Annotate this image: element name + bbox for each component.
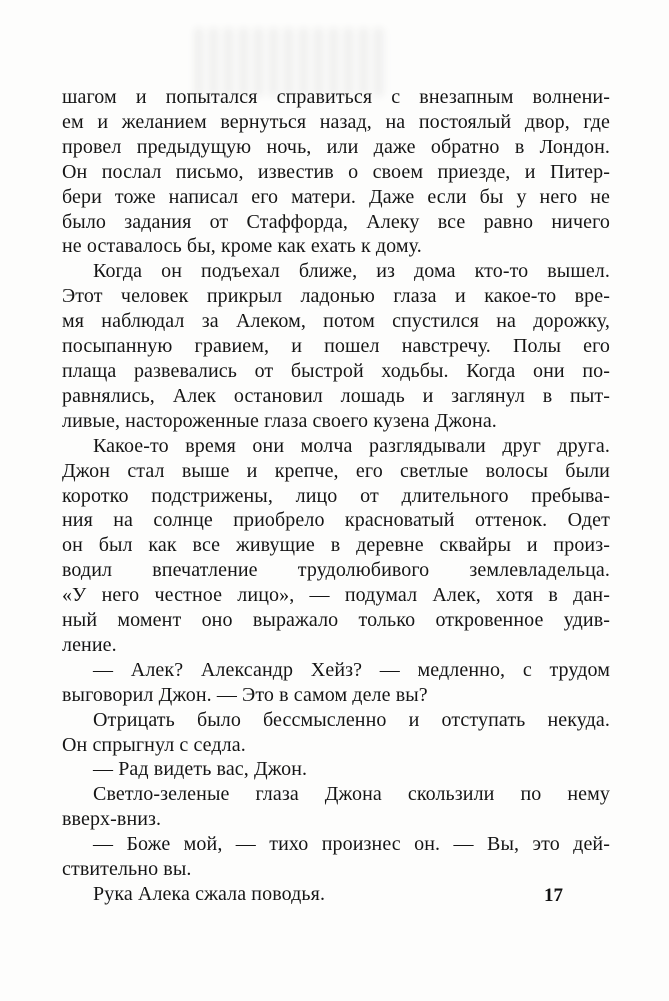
text-line: плаща развевались от быстрой ходьбы. Когда они по- [62,359,610,382]
text-line: шагом и попытался справиться с внезапным волнени- [62,86,610,108]
text-line: не оставалось бы, кроме как ехать к дому. [62,235,422,258]
text-line: ливые, настороженные глаза своего кузена Джона. [62,409,497,432]
text-line: Он спрыгнул с седла. [62,733,246,756]
text-line: Светло-зеленые глаза Джона скользили по нему [93,783,610,806]
text-line: бери тоже написал его матери. Даже если бы у него не [62,185,610,208]
page-number: 17 [544,885,563,906]
text-line: ния на солнце приобрело красноватый оттенок. Одет [62,509,610,532]
text-line: Когда он подъехал ближе, из дома кто-то вышел. [93,260,610,283]
body-text [62,85,610,907]
text-line: — Алек? Александр Хейз? — медленно, с трудом [93,658,610,681]
text-line: ный момент оно выражало только откровенное удив- [62,609,610,632]
text-line: мя наблюдал за Алеком, потом спустился на дорожку, [62,310,610,333]
text-line: равнялись, Алек остановил лошадь и заглянул в пыт- [62,384,610,407]
text-line: ем и желанием вернуться назад, на постоялый двор, где [62,110,610,133]
text-line: Джон стал выше и крепче, его светлые волосы были [62,459,610,482]
text-line: ление. [62,633,117,656]
text-line: Этот человек прикрыл ладонью глаза и какое-то вре- [62,285,610,308]
text-line: водил впечатление трудолюбивого землевладельца. [62,559,610,582]
text-line: «У него честное лицо», — подумал Алек, хотя в дан- [62,584,610,607]
text-line: вверх-вниз. [62,808,162,831]
text-line: Какое-то время они молча разглядывали друг друга. [93,434,610,457]
text-line: Он послал письмо, известив о своем приезде, и Питер- [62,160,610,183]
text-line: Отрицать было бессмысленно и отступать некуда. [93,708,610,731]
text-line: — Рад видеть вас, Джон. [93,758,308,781]
text-line: было задания от Стаффорда, Алеку все равно ничего [62,210,610,233]
text-line: выговорил Джон. — Это в самом деле вы? [62,683,428,706]
text-line: провел предыдущую ночь, или даже обратно в Лондон. [62,135,610,158]
text-line: посыпанную гравием, и пошел навстречу. Полы его [62,335,610,358]
text-line: он был как все живущие в деревне сквайры и произ- [62,534,610,557]
text-line: — Боже мой, — тихо произнес он. — Вы, это дей- [93,833,610,856]
text-line: Рука Алека сжала поводья. [93,883,326,905]
text-line: ствительно вы. [62,858,192,881]
text-line: коротко подстрижены, лицо от длительного пребыва- [62,484,610,507]
